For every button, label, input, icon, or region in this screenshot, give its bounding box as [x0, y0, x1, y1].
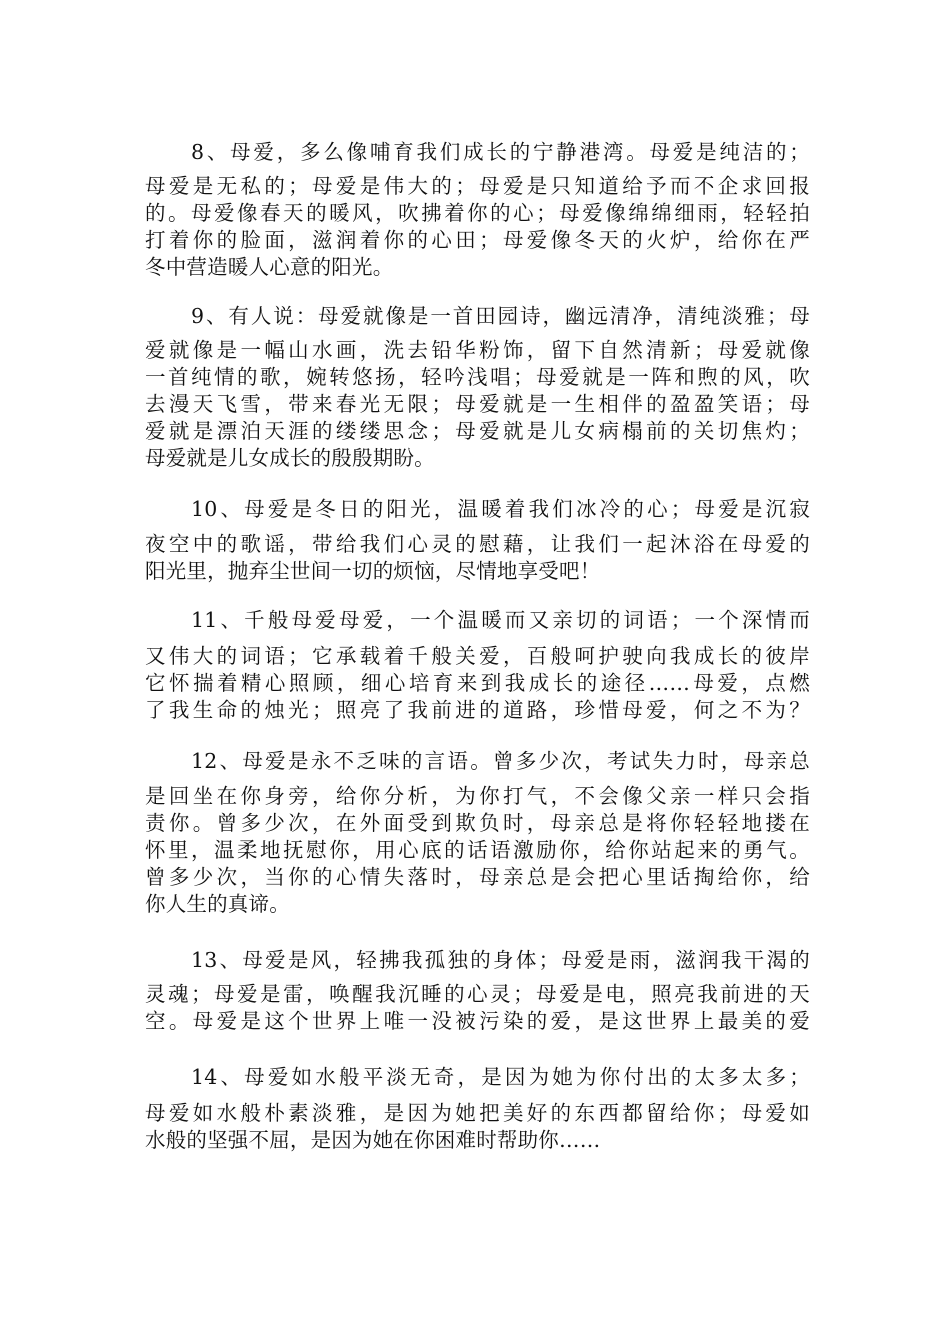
- paragraph-line: 灵魂；母爱是雷，唤醒我沉睡的心灵；母爱是电，照亮我前进的天: [145, 982, 810, 1006]
- paragraph-line: 又伟大的词语；它承载着千般关爱，百般呵护驶向我成长的彼岸: [145, 644, 810, 668]
- paragraph-line: 了我生命的烛光；照亮了我前进的道路，珍惜母爱，何之不为？: [145, 698, 810, 722]
- paragraph-line: 水般的坚强不屈，是因为她在你困难时帮助你……: [145, 1128, 601, 1152]
- paragraph-line: 12、母爱是永不乏味的言语。曾多少次，考试失力时，母亲总: [191, 749, 810, 773]
- paragraph-line: 你人生的真谛。: [145, 892, 290, 916]
- paragraph-line: 去漫天飞雪，带来春光无限；母爱就是一生相伴的盈盈笑语；母: [145, 392, 810, 416]
- paragraph-line: 8、母爱，多么像哺育我们成长的宁静港湾。母爱是纯洁的；: [191, 140, 810, 164]
- paragraph-line: 是回坐在你身旁，给你分析，为你打气，不会像父亲一样只会指: [145, 784, 810, 808]
- paragraph-line: 它怀揣着精心照顾，细心培育来到我成长的途径……母爱，点燃: [145, 671, 810, 695]
- paragraph-line: 母爱是无私的；母爱是伟大的；母爱是只知道给予而不企求回报: [145, 174, 810, 198]
- paragraph-line: 一首纯情的歌，婉转悠扬，轻吟浅唱；母爱就是一阵和煦的风，吹: [145, 365, 810, 389]
- paragraph-line: 母爱如水般朴素淡雅，是因为她把美好的东西都留给你；母爱如: [145, 1101, 810, 1125]
- paragraph-line: 13、母爱是风，轻拂我孤独的身体；母爱是雨，滋润我干渴的: [191, 948, 810, 972]
- paragraph-line: 10、母爱是冬日的阳光，温暖着我们冰冷的心；母爱是沉寂: [191, 497, 810, 521]
- paragraph-line: 14、母爱如水般平淡无奇，是因为她为你付出的太多太多；: [191, 1065, 810, 1089]
- paragraph-line: 爱就是漂泊天涯的缕缕思念；母爱就是儿女病榻前的关切焦灼；: [145, 419, 810, 443]
- paragraph-line: 阳光里，抛弃尘世间一切的烦恼，尽情地享受吧！: [145, 559, 601, 583]
- paragraph-line: 11、千般母爱母爱，一个温暖而又亲切的词语；一个深情而: [191, 608, 810, 632]
- paragraph-line: 的。母爱像春天的暖风，吹拂着你的心；母爱像绵绵细雨，轻轻拍: [145, 201, 810, 225]
- paragraph-line: 责你。曾多少次，在外面受到欺负时，母亲总是将你轻轻地搂在: [145, 811, 810, 835]
- paragraph-line: 冬中营造暖人心意的阳光。: [145, 255, 394, 279]
- paragraph-line: 空。母爱是这个世界上唯一没被污染的爱，是这世界上最美的爱: [145, 1009, 810, 1033]
- paragraph-line: 曾多少次，当你的心情失落时，母亲总是会把心里话掏给你，给: [145, 865, 810, 889]
- paragraph-line: 打着你的脸面，滋润着你的心田；母爱像冬天的火炉，给你在严: [145, 228, 810, 252]
- paragraph-line: 9、有人说：母爱就像是一首田园诗，幽远清净，清纯淡雅；母: [191, 304, 810, 328]
- paragraph-line: 母爱就是儿女成长的殷殷期盼。: [145, 446, 435, 470]
- paragraph-line: 夜空中的歌谣，带给我们心灵的慰藉，让我们一起沐浴在母爱的: [145, 532, 810, 556]
- paragraph-line: 怀里，温柔地抚慰你，用心底的话语激励你，给你站起来的勇气。: [145, 838, 810, 862]
- paragraph-line: 爱就像是一幅山水画，洗去铅华粉饰，留下自然清新；母爱就像: [145, 338, 810, 362]
